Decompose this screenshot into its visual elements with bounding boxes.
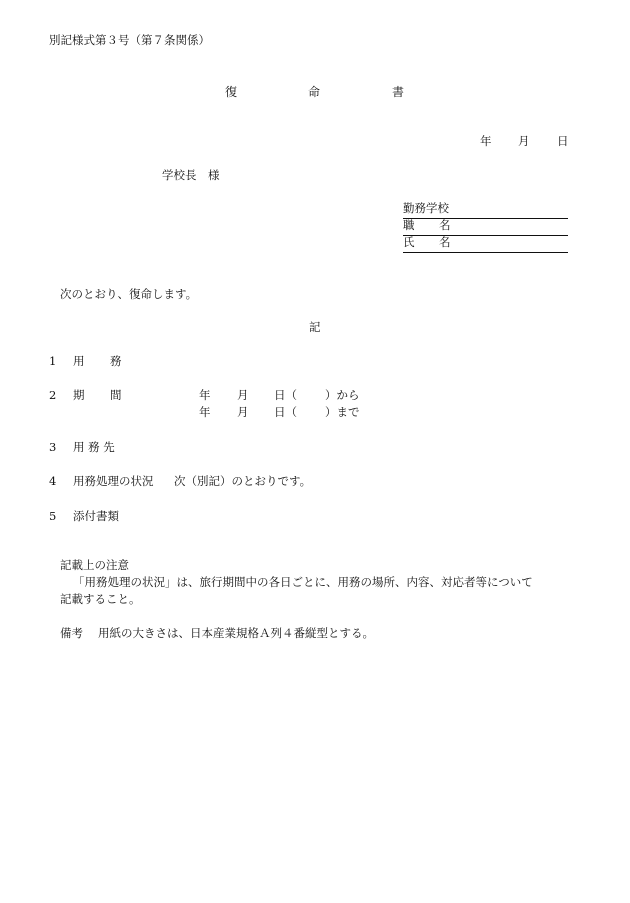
remark-label: 備考 [60, 626, 83, 640]
item-2-label-a: 期 [73, 388, 85, 402]
title-char-3: 書 [392, 85, 405, 99]
item-1-label-b: 務 [110, 354, 122, 368]
school-field[interactable] [403, 203, 568, 219]
item-4-text: 次（別記）のとおりです。 [174, 474, 312, 488]
period-to-year: 年 [199, 405, 211, 419]
addressee: 学校長 様 [162, 168, 220, 182]
ki-heading: 記 [309, 320, 321, 334]
date-month-label: 月 [518, 134, 530, 148]
item-4-number: 4 [49, 474, 57, 488]
notes-heading: 記載上の注意 [60, 558, 129, 572]
position-field[interactable] [403, 220, 568, 236]
date-day-label: 日 [557, 134, 569, 148]
period-to-month: 月 [237, 405, 249, 419]
period-to-suffix: ）まで [325, 405, 360, 419]
item-3-label: 用 務 先 [73, 440, 115, 454]
period-from-year: 年 [199, 388, 211, 402]
remark-text: 用紙の大きさは、日本産業規格Ａ列４番縦型とする。 [98, 626, 374, 640]
form-identifier: 別記様式第３号（第７条関係） [49, 33, 210, 47]
period-to-day: 日（ [274, 405, 297, 419]
period-from-month: 月 [237, 388, 249, 402]
item-5-number: 5 [49, 509, 57, 523]
name-label-2: 名 [439, 235, 451, 249]
position-label-2: 名 [439, 218, 451, 232]
item-5-label: 添付書類 [73, 509, 119, 523]
school-label: 勤務学校 [403, 201, 449, 215]
title-char-1: 復 [225, 85, 238, 99]
item-2-number: 2 [49, 388, 57, 402]
period-from-suffix: ）から [325, 388, 360, 402]
notes-line-2: 記載すること。 [60, 592, 141, 606]
period-from-day: 日（ [274, 388, 297, 402]
name-label-1: 氏 [403, 235, 415, 249]
name-field[interactable] [403, 237, 568, 253]
intro-text: 次のとおり、復命します。 [60, 287, 198, 301]
item-3-number: 3 [49, 440, 57, 454]
position-label-1: 職 [403, 218, 415, 232]
notes-line-1: 「用務処理の状況」は、旅行期間中の各日ごとに、用務の場所、内容、対応者等について [73, 575, 533, 589]
item-1-label-a: 用 [73, 354, 85, 368]
item-1-number: 1 [49, 354, 57, 368]
item-2-label-b: 間 [110, 388, 122, 402]
title-char-2: 命 [308, 85, 321, 99]
item-4-label: 用務処理の状況 [73, 474, 154, 488]
date-year-label: 年 [480, 134, 492, 148]
